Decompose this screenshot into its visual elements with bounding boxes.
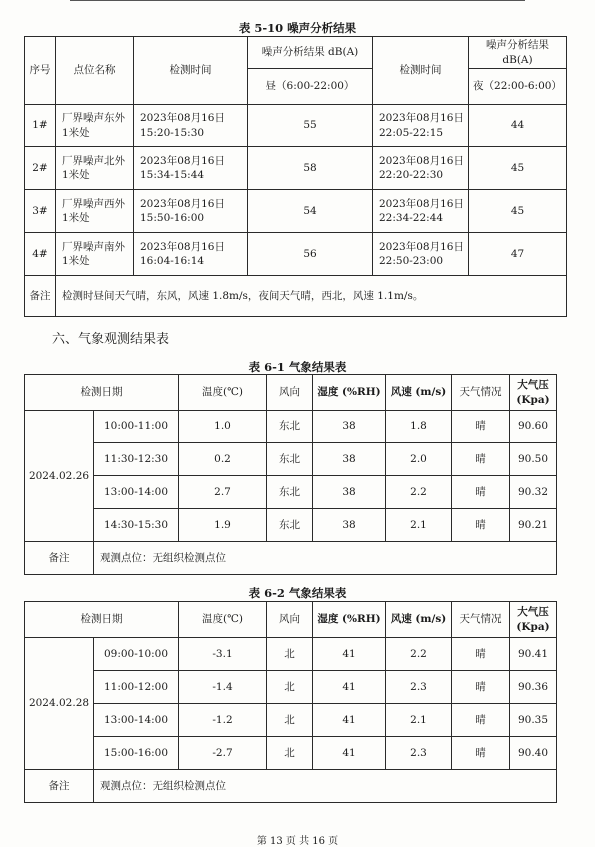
humidity-cell: 38 bbox=[313, 443, 386, 476]
temp-cell: 2.7 bbox=[179, 476, 267, 509]
temp-cell: -2.7 bbox=[179, 737, 267, 770]
noise-table bbox=[24, 36, 567, 317]
header-rule bbox=[70, 0, 525, 1]
point-cell: 厂界噪声东外1米处 bbox=[56, 105, 134, 147]
time-cell: 09:00-10:00 bbox=[94, 638, 179, 671]
wind-dir-cell: 东北 bbox=[267, 476, 313, 509]
day-time-cell: 2023年08月16日 15:50-16:00 bbox=[134, 190, 248, 233]
pressure-cell: 90.41 bbox=[510, 638, 557, 671]
pressure-cell: 90.32 bbox=[510, 476, 557, 509]
weather-table-1-caption: 表 6-1 气象结果表 bbox=[248, 360, 347, 374]
wind-dir-cell: 北 bbox=[267, 638, 313, 671]
table-row bbox=[25, 105, 567, 147]
day-value-cell: 55 bbox=[248, 105, 373, 147]
humidity-cell: 41 bbox=[313, 671, 386, 704]
wind-dir-cell: 北 bbox=[267, 671, 313, 704]
humidity-cell: 41 bbox=[313, 638, 386, 671]
time-cell: 11:30-12:30 bbox=[94, 443, 179, 476]
wind-dir-cell: 北 bbox=[267, 704, 313, 737]
wind-speed-cell: 2.3 bbox=[386, 737, 452, 770]
day-value-cell: 58 bbox=[248, 147, 373, 190]
point-cell: 厂界噪声南外1米处 bbox=[56, 233, 134, 276]
humidity-header: 湿度 (%RH) bbox=[313, 375, 386, 411]
weather-header: 天气情况 bbox=[452, 375, 510, 411]
wind-speed-cell: 2.2 bbox=[386, 638, 452, 671]
seq-cell: 2# bbox=[25, 147, 56, 190]
point-header: 点位名称 bbox=[56, 37, 134, 105]
night-value-cell: 44 bbox=[469, 105, 567, 147]
table-row bbox=[25, 737, 557, 770]
note-label: 备注 bbox=[25, 542, 94, 575]
night-time-header: 检测时间 bbox=[373, 37, 469, 105]
time-cell: 13:00-14:00 bbox=[94, 476, 179, 509]
weather-cell: 晴 bbox=[452, 671, 510, 704]
temp-cell: 1.9 bbox=[179, 509, 267, 542]
table-row bbox=[25, 509, 557, 542]
pressure-cell: 90.35 bbox=[510, 704, 557, 737]
wind-speed-cell: 1.8 bbox=[386, 411, 452, 443]
temp-header: 温度(℃) bbox=[179, 602, 267, 638]
weather-table-1 bbox=[24, 374, 557, 575]
table-row bbox=[25, 704, 557, 737]
seq-header: 序号 bbox=[25, 37, 56, 105]
table-row bbox=[25, 233, 567, 276]
humidity-cell: 41 bbox=[313, 704, 386, 737]
wind-speed-cell: 2.1 bbox=[386, 509, 452, 542]
note-label: 备注 bbox=[25, 276, 56, 317]
weather-cell: 晴 bbox=[452, 476, 510, 509]
section-title: 六、气象观测结果表 bbox=[52, 332, 170, 347]
weather-cell: 晴 bbox=[452, 704, 510, 737]
weather-cell: 晴 bbox=[452, 509, 510, 542]
table-row bbox=[25, 443, 557, 476]
weather-cell: 晴 bbox=[452, 411, 510, 443]
wind-dir-cell: 北 bbox=[267, 737, 313, 770]
day-time-cell: 2023年08月16日 16:04-16:14 bbox=[134, 233, 248, 276]
temp-cell: 0.2 bbox=[179, 443, 267, 476]
night-time-cell: 2023年08月16日 22:05-22:15 bbox=[373, 105, 469, 147]
weather-cell: 晴 bbox=[452, 638, 510, 671]
page-number: 第 13 页 共 16 页 bbox=[256, 836, 339, 847]
wind-speed-cell: 2.2 bbox=[386, 476, 452, 509]
seq-cell: 3# bbox=[25, 190, 56, 233]
time-cell: 10:00-11:00 bbox=[94, 411, 179, 443]
date-cell: 2024.02.26 bbox=[25, 411, 94, 542]
point-cell: 厂界噪声西外1米处 bbox=[56, 190, 134, 233]
wind-speed-cell: 2.1 bbox=[386, 704, 452, 737]
pressure-cell: 90.36 bbox=[510, 671, 557, 704]
temp-cell: -1.4 bbox=[179, 671, 267, 704]
day-result-header: 噪声分析结果 dB(A) bbox=[248, 37, 373, 69]
time-cell: 11:00-12:00 bbox=[94, 671, 179, 704]
weather-table-2-caption: 表 6-2 气象结果表 bbox=[248, 586, 347, 600]
date-header: 检测日期 bbox=[25, 602, 179, 638]
pressure-cell: 90.21 bbox=[510, 509, 557, 542]
date-header: 检测日期 bbox=[25, 375, 179, 411]
temp-cell: 1.0 bbox=[179, 411, 267, 443]
night-time-cell: 2023年08月16日 22:50-23:00 bbox=[373, 233, 469, 276]
humidity-cell: 38 bbox=[313, 411, 386, 443]
pressure-cell: 90.50 bbox=[510, 443, 557, 476]
seq-cell: 1# bbox=[25, 105, 56, 147]
humidity-cell: 41 bbox=[313, 737, 386, 770]
table-row bbox=[25, 638, 557, 671]
table-row bbox=[25, 190, 567, 233]
day-value-cell: 56 bbox=[248, 233, 373, 276]
night-value-cell: 45 bbox=[469, 147, 567, 190]
wind-speed-header: 风速 (m/s) bbox=[386, 602, 452, 638]
wind-dir-cell: 东北 bbox=[267, 411, 313, 443]
wind-dir-cell: 东北 bbox=[267, 443, 313, 476]
noise-table-caption: 表 5-10 噪声分析结果 bbox=[238, 21, 357, 35]
pressure-header: 大气压 (Kpa) bbox=[510, 602, 557, 638]
temp-cell: -1.2 bbox=[179, 704, 267, 737]
wind-dir-cell: 东北 bbox=[267, 509, 313, 542]
date-cell: 2024.02.28 bbox=[25, 638, 94, 770]
note-label: 备注 bbox=[25, 770, 94, 803]
wind-dir-header: 风向 bbox=[267, 375, 313, 411]
table-row bbox=[25, 147, 567, 190]
humidity-cell: 38 bbox=[313, 476, 386, 509]
night-value-cell: 45 bbox=[469, 190, 567, 233]
table-row bbox=[25, 476, 557, 509]
temp-cell: -3.1 bbox=[179, 638, 267, 671]
seq-cell: 4# bbox=[25, 233, 56, 276]
point-cell: 厂界噪声北外1米处 bbox=[56, 147, 134, 190]
note-text: 观测点位：无组织检测点位 bbox=[94, 770, 557, 803]
table-row bbox=[25, 671, 557, 704]
wind-speed-header: 风速 (m/s) bbox=[386, 375, 452, 411]
temp-header: 温度(℃) bbox=[179, 375, 267, 411]
night-time-cell: 2023年08月16日 22:34-22:44 bbox=[373, 190, 469, 233]
wind-speed-cell: 2.0 bbox=[386, 443, 452, 476]
day-time-header: 检测时间 bbox=[134, 37, 248, 105]
night-result-header: 噪声分析结果 dB(A) bbox=[469, 37, 567, 69]
day-period-header: 昼（6:00-22:00） bbox=[248, 69, 373, 105]
note-text: 检测时昼间天气晴，东风，风速 1.8m/s，夜间天气晴，西北，风速 1.1m/s。 bbox=[56, 276, 567, 317]
weather-header: 天气情况 bbox=[452, 602, 510, 638]
night-period-header: 夜（22:00-6:00） bbox=[469, 69, 567, 105]
humidity-cell: 38 bbox=[313, 509, 386, 542]
time-cell: 14:30-15:30 bbox=[94, 509, 179, 542]
note-text: 观测点位：无组织检测点位 bbox=[94, 542, 557, 575]
weather-cell: 晴 bbox=[452, 443, 510, 476]
time-cell: 15:00-16:00 bbox=[94, 737, 179, 770]
pressure-header: 大气压 (Kpa) bbox=[510, 375, 557, 411]
pressure-cell: 90.40 bbox=[510, 737, 557, 770]
day-time-cell: 2023年08月16日 15:34-15:44 bbox=[134, 147, 248, 190]
night-time-cell: 2023年08月16日 22:20-22:30 bbox=[373, 147, 469, 190]
pressure-cell: 90.60 bbox=[510, 411, 557, 443]
time-cell: 13:00-14:00 bbox=[94, 704, 179, 737]
wind-speed-cell: 2.3 bbox=[386, 671, 452, 704]
wind-dir-header: 风向 bbox=[267, 602, 313, 638]
day-time-cell: 2023年08月16日 15:20-15:30 bbox=[134, 105, 248, 147]
weather-cell: 晴 bbox=[452, 737, 510, 770]
table-row bbox=[25, 411, 557, 443]
night-value-cell: 47 bbox=[469, 233, 567, 276]
day-value-cell: 54 bbox=[248, 190, 373, 233]
humidity-header: 湿度 (%RH) bbox=[313, 602, 386, 638]
weather-table-2 bbox=[24, 601, 557, 803]
